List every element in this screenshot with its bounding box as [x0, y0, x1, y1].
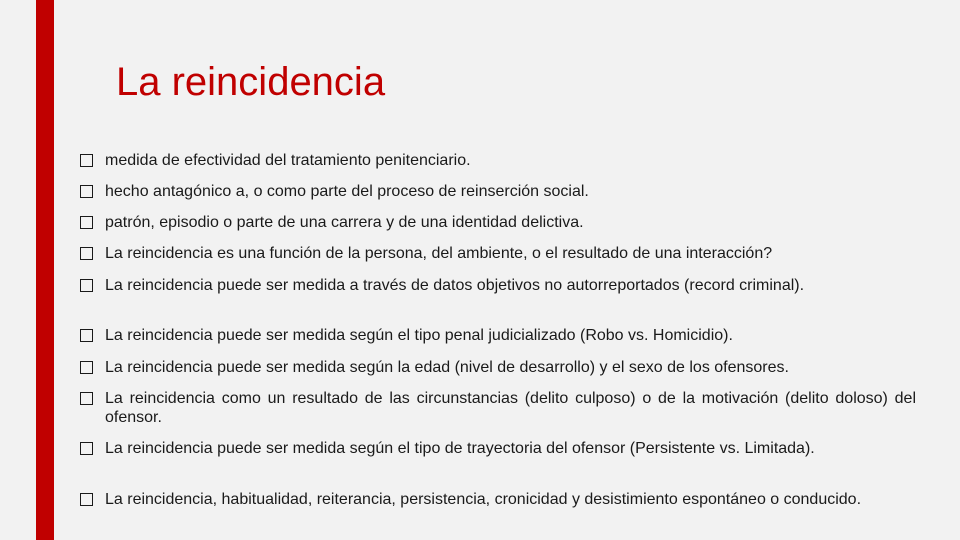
checkbox-icon: [80, 392, 93, 405]
bullet-text: La reincidencia, habitualidad, reiterancia, persistencia, cronicidad y desistimiento espontáneo o conducido.: [105, 491, 862, 508]
bullet-text: La reincidencia puede ser medida según el tipo de trayectoria del ofensor (Persistente vs. Limitada).: [105, 440, 815, 457]
bullet-item: [80, 276, 916, 295]
checkbox-icon: [80, 442, 93, 455]
bullet-item: [80, 151, 916, 170]
checkbox-icon: [80, 329, 93, 342]
bullet-item: [80, 389, 916, 427]
bullet-item: [80, 439, 916, 458]
bullet-text: La reincidencia puede ser medida según la edad (nivel de desarrollo) y el sexo de los ofensores.: [105, 359, 789, 376]
bullet-text: hecho antagónico a, o como parte del proceso de reinserción social.: [105, 183, 589, 200]
bullet-text: La reincidencia como un resultado de las circunstancias (delito culposo) o de la motivación (delito doloso) del ofensor.: [105, 390, 916, 426]
checkbox-icon: [80, 154, 93, 167]
slide-title: La reincidencia: [116, 60, 386, 104]
bullet-text: La reincidencia puede ser medida a través de datos objetivos no autorreportados (record criminal).: [105, 277, 805, 294]
bullet-text: medida de efectividad del tratamiento penitenciario.: [105, 152, 471, 169]
bullet-item: [80, 358, 916, 377]
bullet-item: [80, 182, 916, 201]
bullet-text: patrón, episodio o parte de una carrera y de una identidad delictiva.: [105, 214, 584, 231]
bullet-text: La reincidencia es una función de la persona, del ambiente, o el resultado de una interacción?: [105, 245, 773, 262]
checkbox-icon: [80, 361, 93, 374]
accent-bar: [36, 0, 54, 540]
bullet-item: [80, 490, 916, 509]
bullet-item: [80, 244, 916, 263]
checkbox-icon: [80, 247, 93, 260]
checkbox-icon: [80, 493, 93, 506]
bullet-item: [80, 326, 916, 345]
checkbox-icon: [80, 216, 93, 229]
bullet-item: [80, 213, 916, 232]
bullet-text: La reincidencia puede ser medida según el tipo penal judicializado (Robo vs. Homicidio).: [105, 327, 733, 344]
checkbox-icon: [80, 279, 93, 292]
checkbox-icon: [80, 185, 93, 198]
